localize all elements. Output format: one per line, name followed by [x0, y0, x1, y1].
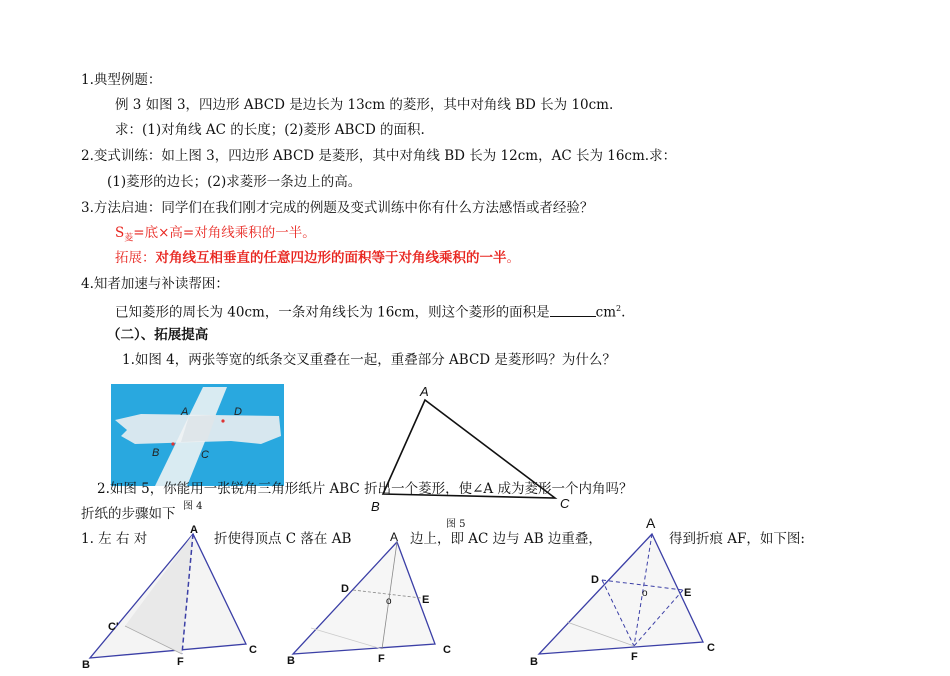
- step1-label-c: C: [249, 644, 257, 656]
- perimeter-problem: [115, 300, 625, 322]
- fig4-label-d: D: [234, 406, 242, 418]
- step2-label-d: D: [341, 583, 349, 595]
- accelerate-section: 4.知者加速与补读帮困：: [81, 276, 229, 292]
- fig5-label-b: B: [371, 499, 380, 514]
- step2-label-f: F: [378, 653, 385, 665]
- extension-bold-text: 对角线互相垂直的任意四边形的面积等于对角线乘积的一半: [155, 250, 507, 266]
- variant-training-questions: (1)菱形的边长；(2)求菱形一条边上的高。: [107, 174, 362, 190]
- step2-label-e: E: [422, 594, 430, 606]
- point-b-mark: [171, 442, 174, 445]
- step1-label-b: B: [82, 659, 90, 671]
- figure-4-caption: 图 4: [183, 501, 203, 512]
- unit-cm: cm: [595, 304, 617, 321]
- step3-label-d: D: [591, 574, 599, 586]
- step3-triangle: [539, 534, 703, 654]
- answer-blank: [550, 304, 596, 317]
- formula-sub: 菱: [124, 233, 134, 244]
- folding-step-1-a: 1. 左 右 对: [81, 531, 148, 547]
- extension-statement: [115, 249, 520, 267]
- variant-training-text: 2.变式训练：如上图 3，四边形 ABCD 是菱形，其中对角线 BD 长为 12cm，AC 长为 16cm.求：: [81, 148, 677, 164]
- step2-label-c: C: [443, 644, 451, 656]
- fold-step-figure-3: [527, 512, 732, 672]
- step3-label-f: F: [631, 651, 638, 663]
- folding-step-1-d: 得到折痕 AF，如下图:: [669, 531, 805, 547]
- step1-label-c-prime: C': [108, 621, 119, 633]
- step1-label-f: F: [177, 656, 184, 668]
- folding-steps-title: 折纸的步骤如下: [81, 506, 176, 522]
- step3-label-e: E: [684, 587, 692, 599]
- folding-step-1-b: 折使得顶点 C 落在 AB: [214, 531, 352, 547]
- step2-label-o: o: [386, 596, 392, 607]
- problem-period: .: [621, 304, 626, 321]
- fold-step-figure-1: [80, 522, 265, 672]
- step2-label-b: B: [287, 655, 295, 667]
- formula-rest: =底×高=对角线乘积的一半。: [133, 225, 316, 241]
- section-extension-title: （二）、拓展提高: [107, 327, 209, 343]
- triangle-abc: [383, 400, 555, 498]
- fig5-label-a: A: [420, 384, 429, 399]
- step3-label-c: C: [707, 642, 715, 654]
- extension-period: 。: [506, 250, 520, 266]
- problem-fig5-question: 2.如图 5，你能用一张锐角三角形纸片 ABC 折出一个菱形，使∠A 成为菱形一个内角吗？: [97, 481, 633, 497]
- problem-fig4-question: 1.如图 4，两张等宽的纸条交叉重叠在一起，重叠部分 ABCD 是菱形吗？为什么？: [122, 352, 616, 368]
- step3-label-o: o: [642, 588, 648, 599]
- rhombus-area-formula: [115, 224, 316, 248]
- extension-label: 拓展：: [115, 250, 156, 266]
- figure-5-caption: 图 5: [446, 519, 466, 530]
- perimeter-problem-text: 已知菱形的周长为 40cm，一条对角线长为 16cm，则这个菱形的面积是: [115, 304, 550, 321]
- fig4-label-c: C: [201, 449, 209, 461]
- step2-label-a: A: [390, 532, 399, 544]
- figure-5-triangle: [365, 382, 585, 514]
- formula-s: S: [115, 225, 125, 241]
- method-inspiration-text: 3.方法启迪：同学们在我们刚才完成的例题及变式训练中你有什么方法感悟或者经验？: [81, 200, 594, 216]
- fig5-label-c: C: [560, 496, 570, 511]
- point-d-mark: [221, 419, 224, 422]
- example-3-questions: 求：(1)对角线 AC 的长度；(2)菱形 ABCD 的面积.: [115, 122, 425, 138]
- figure-4-paper-strips: [111, 384, 284, 486]
- fig4-label-b: B: [152, 447, 160, 459]
- step1-label-a: A: [190, 524, 198, 536]
- step3-label-b: B: [530, 656, 538, 668]
- fig4-label-a: A: [181, 406, 189, 418]
- unit-squared: 2: [616, 304, 622, 313]
- step2-triangle: [293, 542, 435, 654]
- section-typical-examples: 1.典型例题：: [81, 72, 162, 88]
- folding-step-1-c: 边上，即 AC 边与 AB 边重叠，: [410, 531, 602, 547]
- step3-label-a: A: [646, 515, 656, 531]
- example-3-text: 例 3 如图 3，四边形 ABCD 是边长为 13cm 的菱形，其中对角线 BD 长为 10cm.: [115, 97, 614, 113]
- fold-step-figure-2: [285, 532, 460, 672]
